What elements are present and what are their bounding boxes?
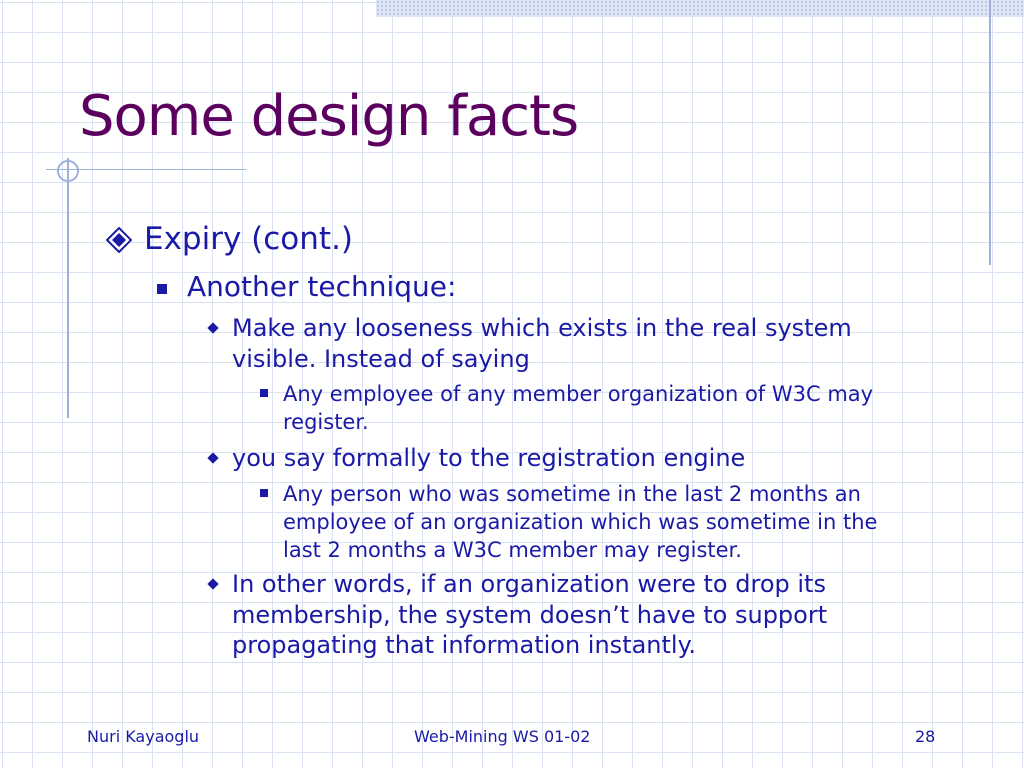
slide-title: Some design facts [79, 84, 579, 149]
bullet-text-line: Any employee of any member organization of W3C may [283, 382, 874, 406]
small-square-bullet-icon [260, 489, 268, 497]
bullet-level2-another-technique [157, 270, 456, 304]
footer-page-number: 28 [915, 727, 936, 746]
bullet-text-line: In other words, if an organization were to drop its [232, 570, 826, 598]
bullet-text-line: membership, the system doesn’t have to support [232, 600, 828, 629]
bullet-text-line: visible. Instead of saying [232, 344, 530, 373]
bullet-level3-looseness [209, 313, 852, 374]
small-diamond-bullet-icon [207, 578, 218, 589]
square-bullet-icon [157, 284, 167, 294]
decorative-vertical-line-right [989, 0, 991, 265]
bullet-text: Another technique: [187, 270, 457, 303]
bullet-text-line: employee of an organization which was sometime in the [283, 510, 878, 534]
bullet-text-line: propagating that information instantly. [232, 631, 697, 659]
diamond-bullet-icon [106, 227, 132, 253]
bullet-level4-any-employee [260, 380, 873, 436]
decorative-circle-icon [57, 160, 79, 182]
footer-course: Web-Mining WS 01-02 [414, 727, 591, 746]
bullet-level3-in-other-words [209, 569, 827, 661]
bullet-text-line: last 2 months a W3C member may register. [283, 538, 742, 562]
small-diamond-bullet-icon [207, 322, 218, 333]
bullet-level3-say-formally [209, 443, 745, 474]
bullet-text: Expiry (cont.) [144, 221, 354, 257]
bullet-text-line: Make any looseness which exists in the real system [232, 314, 852, 342]
bullet-text: you say formally to the registration engine [232, 444, 746, 472]
bullet-level1-expiry [106, 220, 353, 258]
bullet-level4-any-person [260, 480, 877, 564]
small-diamond-bullet-icon [207, 452, 218, 463]
decorative-top-band [376, 0, 1024, 17]
bullet-text-line: register. [283, 410, 369, 434]
decorative-vertical-line-left [67, 158, 69, 418]
footer-author: Nuri Kayaoglu [87, 727, 200, 746]
small-square-bullet-icon [260, 389, 268, 397]
bullet-text-line: Any person who was sometime in the last 2 months an [283, 482, 861, 506]
